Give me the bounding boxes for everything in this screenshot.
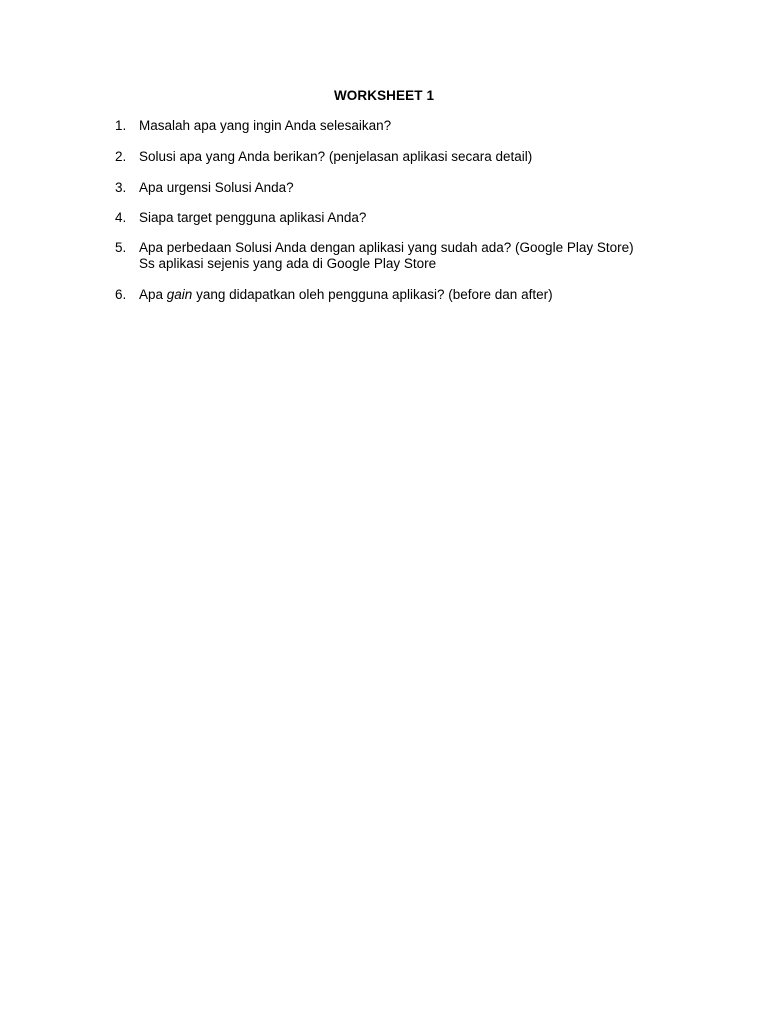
question-text: [139, 180, 294, 196]
question-line-2: Ss aplikasi sejenis yang ada di Google Play Store: [139, 256, 437, 271]
question-text-italic: gain: [166, 287, 193, 302]
question-line: Masalah apa yang ingin Anda selesaikan?: [139, 118, 392, 133]
question-line: [139, 287, 553, 303]
worksheet-title: WORKSHEET 1: [333, 88, 435, 103]
question-number: 1.: [115, 118, 127, 133]
question-text-before: Apa: [139, 287, 167, 302]
question-line: Apa perbedaan Solusi Anda dengan aplikasi yang sudah ada? (Google Play Store): [139, 240, 634, 255]
question-text: [139, 210, 366, 226]
question-number: 4.: [115, 210, 127, 225]
question-line: Apa urgensi Solusi Anda?: [139, 180, 294, 195]
question-text: [139, 287, 553, 303]
question-text: [139, 118, 391, 134]
question-text-after: yang didapatkan oleh pengguna aplikasi? (before dan after): [192, 287, 553, 302]
question-text: [139, 149, 532, 165]
question-number: 3.: [115, 180, 127, 195]
question-line: Siapa target pengguna aplikasi Anda?: [139, 210, 367, 225]
question-line: Solusi apa yang Anda berikan? (penjelasan aplikasi secara detail): [139, 149, 533, 164]
question-number: 5.: [115, 240, 127, 255]
question-number: 6.: [115, 287, 127, 302]
question-text: [139, 240, 634, 272]
question-number: 2.: [115, 149, 127, 164]
